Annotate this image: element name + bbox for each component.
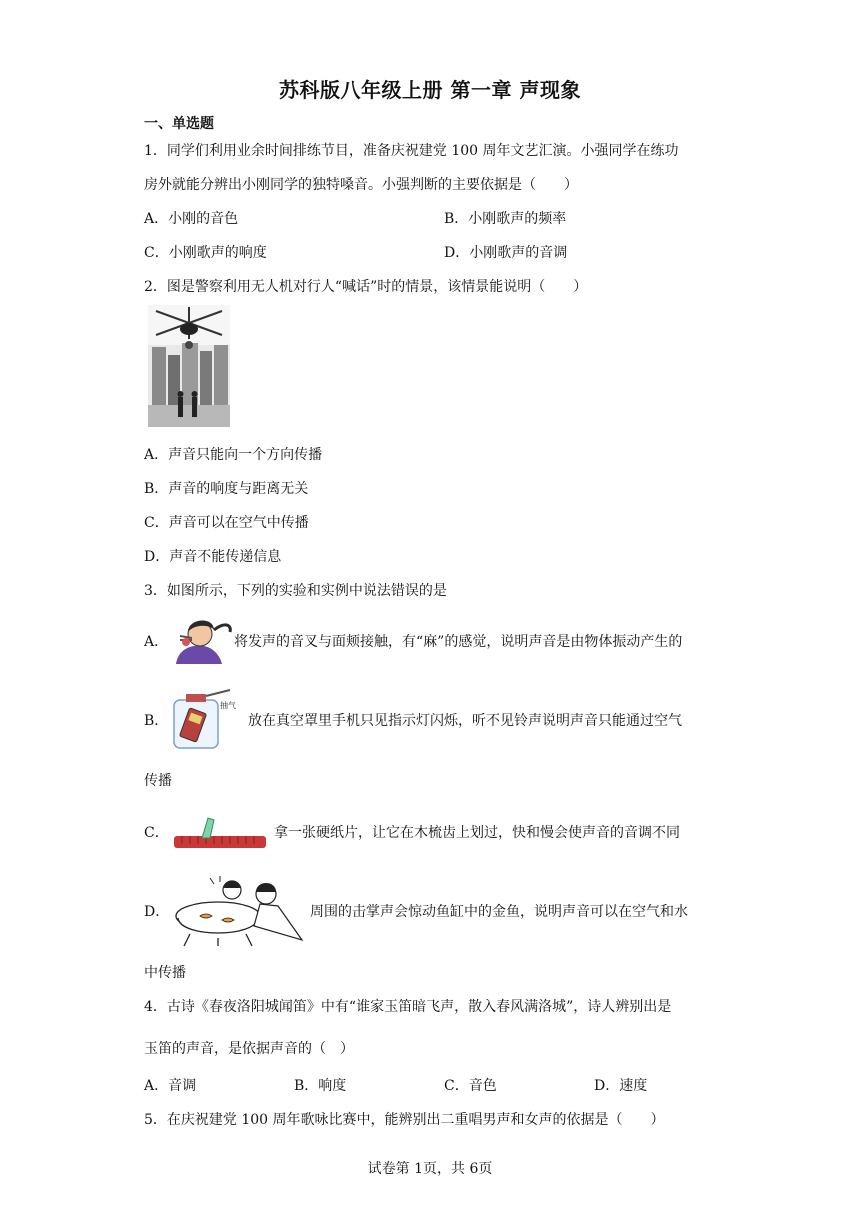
q3-option-c-prefix: C． bbox=[144, 825, 169, 841]
q3-option-d-continuation: 中传播 bbox=[144, 965, 186, 981]
q3-option-d-prefix: D． bbox=[144, 904, 170, 920]
q1-option-c: C．小刚歌声的响度 bbox=[144, 245, 267, 261]
q3-option-c-text: 拿一张硬纸片，让它在木梳齿上划过，快和慢会使声音的音调不同 bbox=[274, 825, 680, 841]
q1-option-b: B．小刚歌声的频率 bbox=[444, 211, 567, 227]
q5-stem: 5．在庆祝建党 100 周年歌咏比赛中，能辨别出二重唱男声和女声的依据是（ ） bbox=[144, 1112, 665, 1128]
q3-option-b-continuation: 传播 bbox=[144, 773, 172, 789]
q3-option-b-text: 放在真空罩里手机只见指示灯闪烁，听不见铃声说明声音只能通过空气 bbox=[248, 713, 682, 729]
fish-tank-clapping-illustration bbox=[170, 876, 310, 948]
page-title: 苏科版八年级上册 第一章 声现象 bbox=[279, 78, 581, 102]
q4-option-a: A．音调 bbox=[144, 1078, 197, 1094]
q2-option-a: A．声音只能向一个方向传播 bbox=[144, 447, 323, 463]
tuning-fork-face-illustration bbox=[170, 614, 234, 664]
q3-option-d-text: 周围的击掌声会惊动鱼缸中的金鱼，说明声音可以在空气和水 bbox=[310, 904, 688, 920]
q4-stem-line1: 4．古诗《春夜洛阳城闻笛》中有“谁家玉笛暗飞声，散入春风满洛城”，诗人辨别出是 bbox=[144, 999, 672, 1015]
q1-stem-line1: 1．同学们利用业余时间排练节目，准备庆祝建党 100 周年文艺汇演。小强同学在练功 bbox=[144, 143, 679, 159]
drone-police-photo bbox=[148, 305, 230, 427]
section-heading: 一、单选题 bbox=[144, 116, 214, 132]
q3-stem: 3．如图所示，下列的实验和实例中说法错误的是 bbox=[144, 583, 447, 599]
q1-option-d: D．小刚歌声的音调 bbox=[444, 245, 568, 261]
q1-stem-line2: 房外就能分辨出小刚同学的独特嗓音。小强判断的主要依据是（ ） bbox=[144, 177, 578, 193]
q3-option-a-prefix: A． bbox=[144, 634, 169, 650]
page-footer: 试卷第 1页，共 6页 bbox=[367, 1161, 493, 1177]
q4-option-d: D．速度 bbox=[594, 1078, 648, 1094]
q2-option-d: D．声音不能传递信息 bbox=[144, 549, 282, 565]
q2-stem: 2．图是警察利用无人机对行人“喊话”时的情景，该情景能说明（ ） bbox=[144, 279, 588, 295]
vacuum-jar-phone-illustration bbox=[170, 686, 242, 750]
q2-option-c: C．声音可以在空气中传播 bbox=[144, 515, 309, 531]
q3-option-b-prefix: B． bbox=[144, 713, 169, 729]
q4-option-c: C．音色 bbox=[444, 1078, 497, 1094]
q2-option-b: B．声音的响度与距离无关 bbox=[144, 481, 309, 497]
q3-option-b-fig-label: 抽气 bbox=[220, 701, 236, 710]
comb-card-illustration bbox=[172, 814, 268, 852]
q3-option-a-text: 将发声的音叉与面颊接触，有“麻”的感觉，说明声音是由物体振动产生的 bbox=[234, 634, 683, 650]
q4-option-b: B．响度 bbox=[294, 1078, 347, 1094]
q4-stem-line2: 玉笛的声音，是依据声音的（ ） bbox=[144, 1041, 354, 1057]
q1-option-a: A．小刚的音色 bbox=[144, 211, 239, 227]
